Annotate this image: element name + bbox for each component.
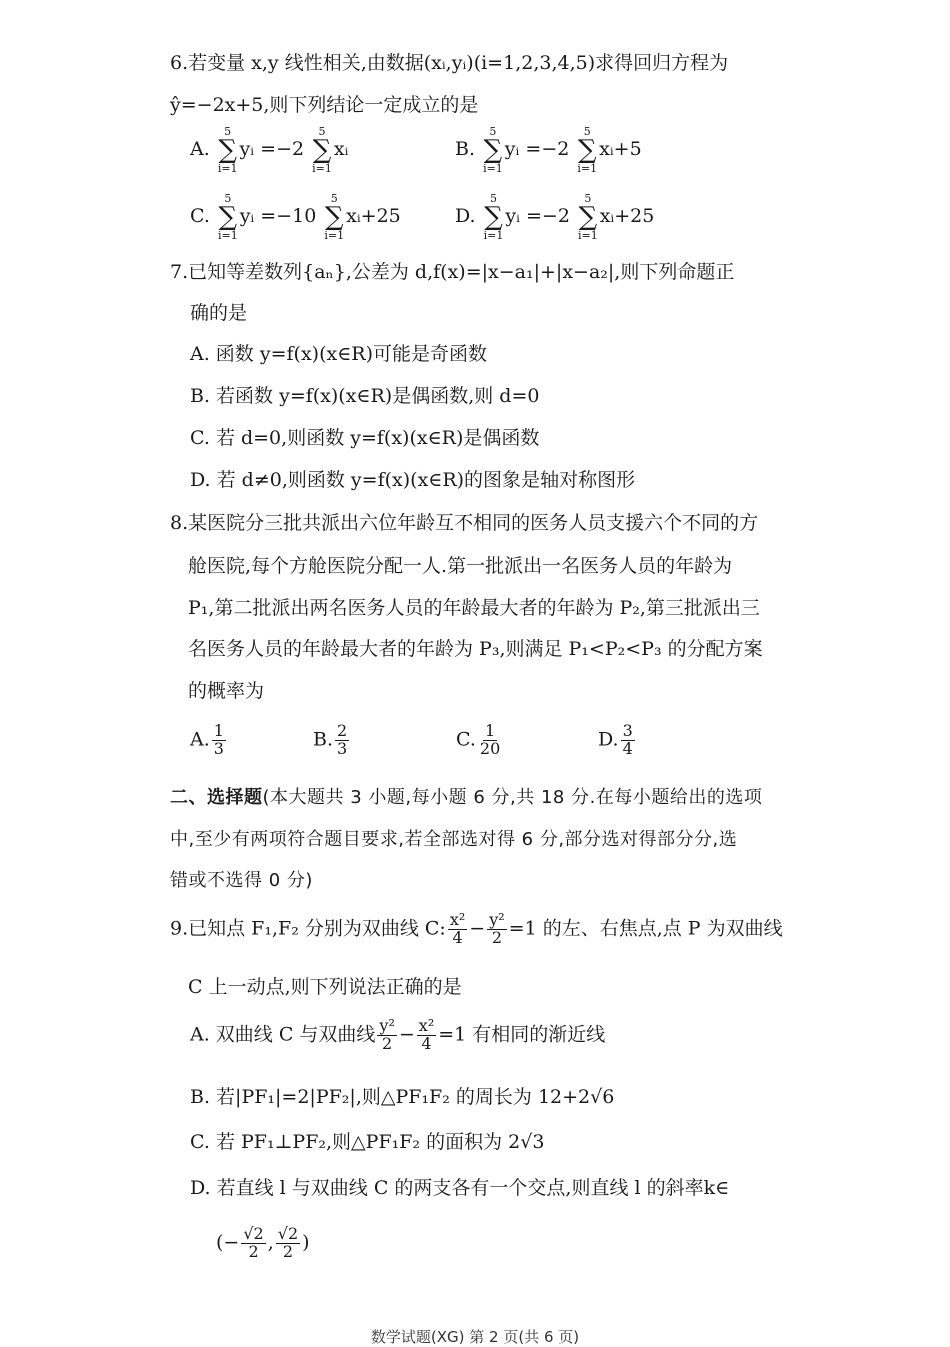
fraction: $\frac{\text{y²}}{2}$ — [489, 910, 505, 947]
q6-option-d: D. 5 ∑ i=1 yᵢ =−2 5 ∑ i=1 xᵢ+25 — [455, 192, 655, 242]
q9-option-a: A. 双曲线 C 与双曲线 $\frac{\text{y²}}{2}$ − $\frac{\text{x²}}{4}$ =1 有相同的渐近线 — [190, 1016, 606, 1053]
q8-option-c: C. $\frac{1}{20}$ — [456, 721, 501, 758]
q8-option-a: A. $\frac{1}{3}$ — [190, 721, 224, 758]
q9-stem-line1: 9.已知点 F₁,F₂ 分别为双曲线 C: $\frac{\text{x²}}{4}$ − $\frac{\text{y²}}{2}$ =1 的左、右焦点,点 P 为双曲线 — [170, 910, 783, 947]
q7-option-c: C. 若 d=0,则函数 y=f(x)(x∈R)是偶函数 — [190, 427, 540, 449]
q9-option-b: B. 若|PF₁|=2|PF₂|,则△PF₁F₂ 的周长为 12+2√6 — [190, 1086, 615, 1108]
summation-symbol: 5 ∑ i=1 — [217, 125, 238, 175]
q7-option-d: D. 若 d≠0,则函数 y=f(x)(x∈R)的图象是轴对称图形 — [190, 469, 636, 491]
section-2-line2: 中,至少有两项符合题目要求,若全部选对得 6 分,部分选对得部分分,选 — [170, 829, 738, 850]
q8-stem-line4: 名医务人员的年龄最大者的年龄为 P₃,则满足 P₁<P₂<P₃ 的分配方案 — [188, 638, 763, 660]
page-footer: 数学试题(XG) 第 2 页(共 6 页) — [370, 1328, 580, 1346]
q6-option-b: B. 5 ∑ i=1 yᵢ =−2 5 ∑ i=1 xᵢ+5 — [455, 125, 642, 175]
q7-stem-line1: 7.已知等差数列{aₙ},公差为 d,f(x)=|x−a₁|+|x−a₂|,则下列命题正 — [170, 261, 735, 283]
summation-symbol: 5 ∑ i=1 — [312, 125, 332, 175]
section-2-heading: 二、选择题(本大题共 3 小题,每小题 6 分,共 18 分.在每小题给出的选项 — [170, 787, 763, 808]
section-2-line3: 错或不选得 0 分) — [170, 870, 313, 891]
q6-stem-line1: 6.若变量 x,y 线性相关,由数据(xᵢ,yᵢ)(i=1,2,3,4,5)求得回归方程为 — [170, 52, 729, 74]
fraction: $\frac{1}{20}$ — [479, 721, 501, 758]
q8-stem-line1: 8.某医院分三批共派出六位年龄互不相同的医务人员支援六个不同的方 — [170, 512, 759, 534]
summation-symbol: 5 ∑ i=1 — [324, 192, 345, 242]
fraction: $\frac{3}{4}$ — [622, 721, 633, 758]
q9-stem-line2: C 上一动点,则下列说法正确的是 — [188, 976, 462, 998]
q9-option-d-line1: D. 若直线 l 与双曲线 C 的两支各有一个交点,则直线 l 的斜率k∈ — [190, 1177, 730, 1199]
q7-option-a: A. 函数 y=f(x)(x∈R)可能是奇函数 — [190, 343, 487, 365]
q8-stem-line5: 的概率为 — [188, 680, 265, 702]
q6-option-c: C. 5 ∑ i=1 yᵢ =−10 5 ∑ i=1 xᵢ+25 — [190, 192, 401, 242]
q8-stem-line2: 舱医院,每个方舱医院分配一人.第一批派出一名医务人员的年龄为 — [188, 555, 733, 577]
fraction: $\frac{\text{x²}}{4}$ — [449, 910, 466, 947]
q7-stem-line2: 确的是 — [190, 302, 248, 324]
summation-symbol: 5 ∑ i=1 — [577, 125, 598, 175]
q8-option-d: D. $\frac{3}{4}$ — [598, 721, 633, 758]
fraction: $\frac{√2}{2}$ — [243, 1224, 264, 1261]
q8-stem-line3: P₁,第二批派出两名医务人员的年龄最大者的年龄为 P₂,第三批派出三 — [188, 597, 760, 619]
q9-option-d-line2: (− $\frac{√2}{2}$ , $\frac{√2}{2}$ ) — [216, 1224, 310, 1261]
summation-symbol: 5 ∑ i=1 — [577, 192, 598, 242]
fraction: $\frac{√2}{2}$ — [277, 1224, 299, 1261]
q6-stem-line2: ŷ=−2x+5,则下列结论一定成立的是 — [170, 94, 479, 116]
summation-symbol: 5 ∑ i=1 — [217, 192, 238, 242]
summation-symbol: 5 ∑ i=1 — [483, 192, 504, 242]
q7-option-b: B. 若函数 y=f(x)(x∈R)是偶函数,则 d=0 — [190, 385, 540, 407]
summation-symbol: 5 ∑ i=1 — [483, 125, 503, 175]
fraction: $\frac{1}{3}$ — [213, 721, 224, 758]
q9-option-c: C. 若 PF₁⊥PF₂,则△PF₁F₂ 的面积为 2√3 — [190, 1131, 545, 1153]
fraction: $\frac{2}{3}$ — [337, 721, 348, 758]
fraction: $\frac{\text{x²}}{4}$ — [418, 1016, 435, 1053]
fraction: $\frac{\text{y²}}{2}$ — [379, 1016, 395, 1053]
q8-option-b: B. $\frac{2}{3}$ — [313, 721, 348, 758]
q6-option-a: A. 5 ∑ i=1 yᵢ =−2 5 ∑ i=1 xᵢ — [190, 125, 349, 175]
